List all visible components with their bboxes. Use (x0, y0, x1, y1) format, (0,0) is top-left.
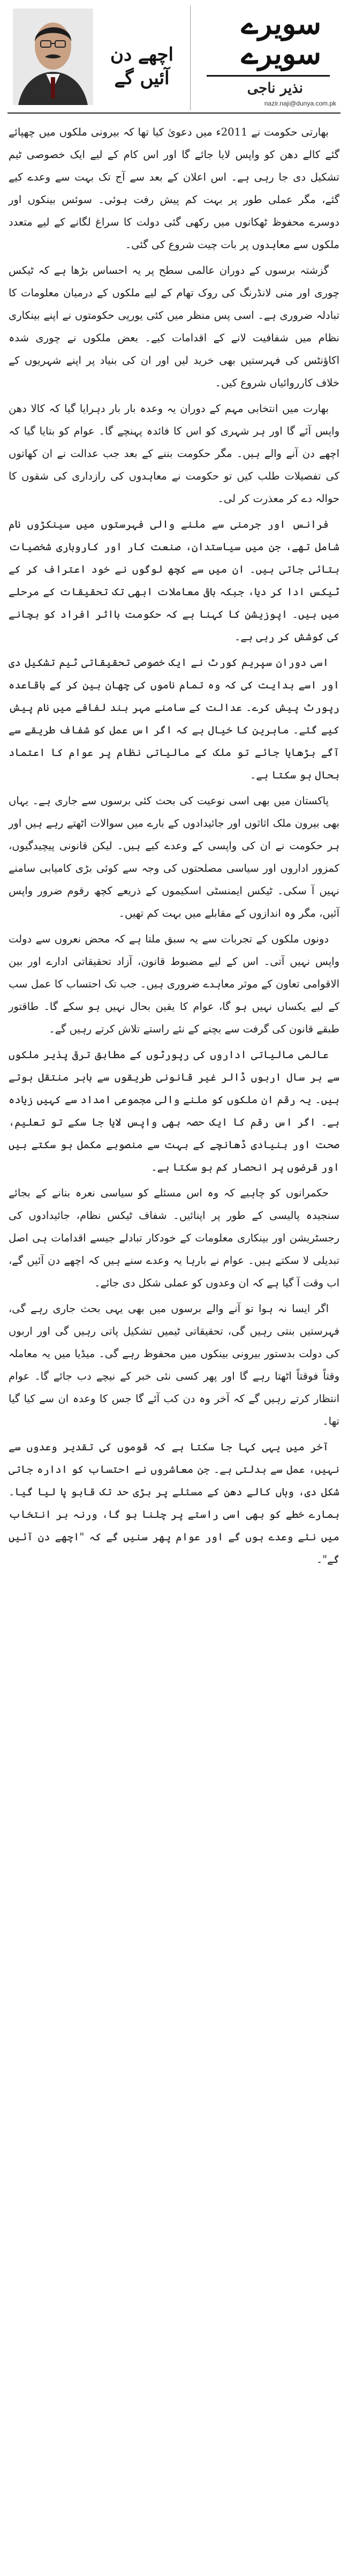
article-paragraph-5: اسی دوران سپریم کورٹ نے ایک خصوصی تحقیقاتی ٹیم تشکیل دی اور اسے ہدایت کی کہ وہ تمام ناموں کی چھان بین کر کے باقاعدہ رپورٹ پیش کرے۔ عدالت کے سامنے مہر بند لفافے میں نام پیش کیے گئے۔ ماہرین کا خیال ہے کہ اگر اس عمل کو شفاف طریقے سے آگے بڑھایا جائے تو ملک کے مالیاتی نظام پر عوام کا اعتماد بحال ہو سکتا ہے۔ (9, 656, 339, 781)
article-headline: اچھے دن آئیں گے (110, 44, 173, 89)
masthead-underline (207, 75, 330, 77)
author-name: نذیر ناجی (247, 80, 303, 96)
column-masthead (241, 6, 321, 71)
article-paragraph-2: گزشتہ برسوں کے دوران عالمی سطح پر یہ احساس بڑھا ہے کہ ٹیکس چوری اور منی لانڈرنگ کی روک تھام کے لیے ملکوں کے درمیان معلومات کا تبادلہ ضروری ہے۔ اسی پس منظر میں کئی یورپی حکومتوں نے اپنے بینکاری نظام میں شفافیت لانے کے اقدامات کیے۔ بعض ملکوں نے چوری شدہ اکاؤنٹس کی فہرستیں بھی خرید لیں اور ان کی بنیاد پر اپنے شہریوں کے خلاف کارروائیاں شروع کیں۔ (9, 264, 339, 389)
masthead-line-2: سویرے (241, 36, 321, 71)
article-paragraph-7: دونوں ملکوں کے تجربات سے یہ سبق ملتا ہے کہ محض نعروں سے دولت واپس نہیں آتی۔ اس کے لیے مضبوط قانون، آزاد تحقیقاتی ادارے اور بین الاقوامی تعاون کے موثر معاہدے ضروری ہیں۔ جب تک احتساب کا عمل سب کے لیے یکساں نہیں ہو گا، عوام کا یقین بحال نہیں ہو سکے گا۔ طاقتور طبقے قانون کی گرفت سے بچنے کے نئے راستے تلاش کرتے رہیں گے۔ (9, 933, 339, 1035)
column-page (7, 5, 341, 2571)
author-email: nazir.naji@dunya.com.pk (264, 100, 336, 107)
author-portrait (13, 9, 93, 105)
article-paragraph-11: آخر میں یہی کہا جا سکتا ہے کہ قوموں کی تقدیر وعدوں سے نہیں، عمل سے بدلتی ہے۔ جن معاشروں نے احتساب کو ادارہ جاتی شکل دی، وہاں کالے دھن کے مسئلے پر بڑی حد تک قابو پا لیا گیا۔ ہمارے خطے کو بھی اسی راستے پر چلنا ہو گا، ورنہ ہر انتخاب میں نئے وعدے ہوں گے اور عوام پھر سنیں گے کہ "اچھے دن آئیں گے"۔ (9, 1441, 339, 1566)
article-paragraph-8: عالمی مالیاتی اداروں کی رپورٹوں کے مطابق ترقی پذیر ملکوں سے ہر سال اربوں ڈالر غیر قانونی طریقوں سے باہر منتقل ہوتے ہیں۔ یہ رقم ان ملکوں کو ملنے والی مجموعی امداد سے کہیں زیادہ ہے۔ اگر اس رقم کا ایک حصہ بھی واپس لایا جا سکے تو تعلیم، صحت اور بنیادی ڈھانچے کے بہت سے منصوبے مکمل ہو سکتے ہیں اور قرضوں پر انحصار کم ہو سکتا ہے۔ (9, 1049, 339, 1173)
article-paragraph-6: پاکستان میں بھی اسی نوعیت کی بحث کئی برسوں سے جاری ہے۔ یہاں بھی بیرون ملک اثاثوں اور جائیدادوں کے بارے میں سوالات اٹھتے رہے ہیں اور ہر حکومت نے ان کی واپسی کے وعدے کیے ہیں۔ لیکن قانونی پیچیدگیوں، کمزور اداروں اور سیاسی مصلحتوں کی وجہ سے کوئی بڑی کامیابی سامنے نہیں آ سکی۔ ٹیکس ایمنسٹی اسکیموں کے ذریعے کچھ رقوم ضرور واپس آئیں، مگر وہ اندازوں کے مقابلے میں بہت کم تھیں۔ (9, 795, 339, 919)
article-body (7, 114, 341, 1571)
column-logo (190, 5, 341, 110)
article-paragraph-1: بھارتی حکومت نے 2011ء میں دعویٰ کیا تھا کہ بیرونی ملکوں میں چھپائے گئے کالے دھن کو واپس لایا جائے گا اور اس کام کے لیے ایک خصوصی ٹیم تشکیل دی جا رہی ہے۔ اس اعلان کے بعد سے آج تک بہت سے وعدے کیے گئے، مگر عملی طور پر بہت کم پیش رفت ہوئی۔ سوئس بینکوں اور دوسرے محفوظ ٹھکانوں میں رکھی گئی دولت کا سراغ لگانے کے لیے متعدد ملکوں سے معاہدوں پر بات چیت شروع کی گئی۔ (9, 126, 339, 251)
article-paragraph-4: فرانس اور جرمنی سے ملنے والی فہرستوں میں سینکڑوں نام شامل تھے، جن میں سیاستدان، صنعت کار اور کاروباری شخصیات بتائی جاتی ہیں۔ ان میں سے کچھ لوگوں نے خود اعتراف کر کے ٹیکس ادا کر دیا، جبکہ باقی معاملات ابھی تک تحقیقات کے مرحلے میں ہیں۔ اپوزیشن کا کہنا ہے کہ حکومت بااثر افراد کو بچانے کی کوشش کر رہی ہے۔ (9, 518, 339, 643)
article-paragraph-9: حکمرانوں کو چاہیے کہ وہ اس مسئلے کو سیاسی نعرہ بنانے کے بجائے سنجیدہ پالیسی کے طور پر اپنائیں۔ شفاف ٹیکس نظام، جائیدادوں کی رجسٹریشن اور بینکاری معلومات کے خودکار تبادلے جیسے اقدامات ہی اصل تبدیلی لا سکتے ہیں۔ عوام نے بارہا یہ وعدے سنے ہیں کہ اچھے دن آئیں گے، اب وقت آ گیا ہے کہ ان وعدوں کو عملی شکل دی جائے۔ (9, 1187, 339, 1289)
article-paragraph-10: اگر ایسا نہ ہوا تو آنے والے برسوں میں بھی یہی بحث جاری رہے گی، فہرستیں بنتی رہیں گی، تحقیقاتی ٹیمیں تشکیل پاتی رہیں گی اور اربوں کی دولت بدستور بیرونی بینکوں میں محفوظ رہے گی۔ میڈیا میں یہ معاملہ وقتاً فوقتاً اٹھتا رہے گا اور پھر کسی نئی خبر کے نیچے دب جائے گا۔ عوام انتظار کرتے رہیں گے کہ آخر وہ دن کب آئے گا جس کا وعدہ ان سے کیا گیا تھا۔ (9, 1302, 339, 1427)
masthead-line-1: سویرے (241, 6, 321, 41)
column-header (7, 5, 341, 114)
article-paragraph-3: بھارت میں انتخابی مہم کے دوران یہ وعدہ بار بار دہرایا گیا کہ کالا دھن واپس آئے گا اور ہر شہری کو اس کا فائدہ پہنچے گا۔ عوام کو بتایا گیا کہ اچھے دن آنے والے ہیں۔ مگر حکومت بننے کے بعد جب عدالت نے ان کھاتوں کی تفصیلات طلب کیں تو حکومت نے معاہدوں کی رازداری کی شقوں کا حوالہ دے کر معذرت کر لی۔ (9, 402, 339, 505)
portrait-tie (51, 77, 55, 99)
